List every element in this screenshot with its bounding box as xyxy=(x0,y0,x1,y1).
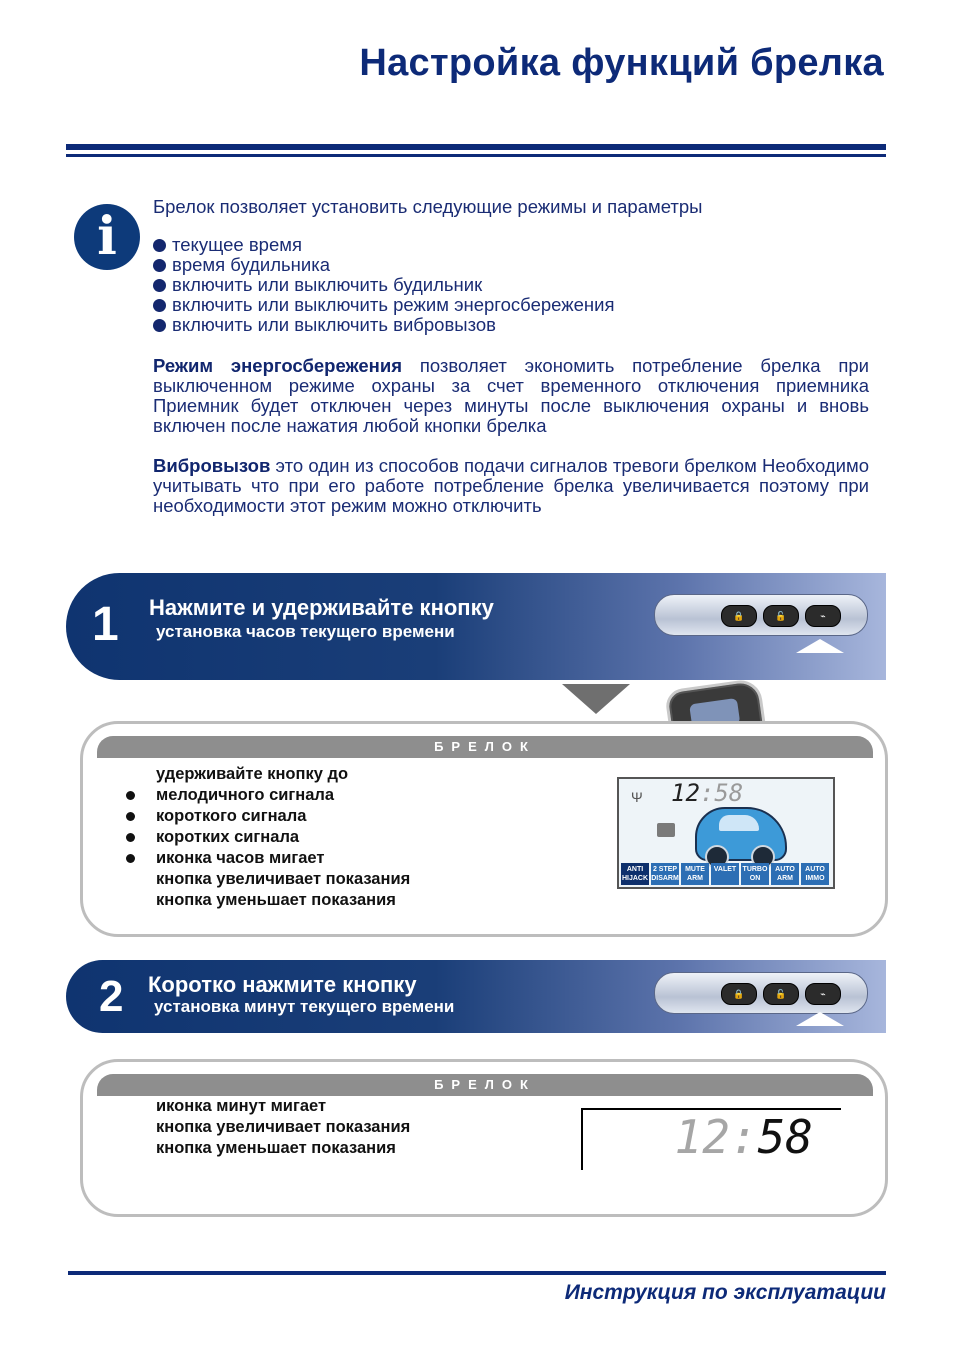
step1-banner xyxy=(66,573,886,680)
instruction-line: удерживайте кнопку до xyxy=(156,765,349,783)
list-item: включить или выключить режим энергосбережения xyxy=(153,295,614,315)
instruction-line: кнопка увеличивает показания xyxy=(156,1118,411,1136)
instruction-line: мелодичного сигнала xyxy=(156,785,410,806)
step1-number: 1 xyxy=(92,598,119,651)
list-item: время будильника xyxy=(153,255,614,275)
step1-title: Нажмите и удерживайте кнопку xyxy=(149,595,494,620)
lcd-display-minutes xyxy=(581,1108,841,1170)
info-icon: i xyxy=(74,204,140,270)
bullet-icon xyxy=(126,791,135,800)
mode-icon: ANTI HIJACK xyxy=(621,863,649,885)
step2-banner xyxy=(66,960,886,1033)
instruction-line: кнопка уменьшает показания xyxy=(156,891,396,909)
power-save-text: позволяет экономить потребление брелка при выключенном режиме охраны за счет временного отключения приемника Приемник будет отключен через минуты после выключения охраны и вновь включен после нажатия любой кнопки брелка xyxy=(153,355,869,436)
antenna-icon: Ψ xyxy=(631,789,643,805)
instruction-line: кнопка уменьшает показания xyxy=(156,1139,396,1157)
arrow-up-icon xyxy=(796,639,844,653)
vibro-paragraph xyxy=(153,456,869,516)
power-save-paragraph xyxy=(153,356,869,436)
step2-number: 2 xyxy=(99,972,124,1021)
arrow-down-icon xyxy=(562,684,630,714)
keyfob-icon: 🔒 🔓 ⌁ xyxy=(654,594,868,636)
instruction-line: иконка часов мигает xyxy=(156,848,410,869)
lcd-clock: 12:58 xyxy=(674,1110,813,1164)
mode-icons xyxy=(621,863,829,885)
bullet-icon xyxy=(126,812,135,821)
list-item: текущее время xyxy=(153,235,614,255)
bullet-icon xyxy=(153,299,166,312)
lcd-display xyxy=(617,777,835,889)
mode-icon: MUTE ARM xyxy=(681,863,709,885)
feature-list xyxy=(153,235,614,335)
mode-icon: VALET xyxy=(711,863,739,885)
mode-icon: AUTO ARM xyxy=(771,863,799,885)
panel-header: БРЕЛОК xyxy=(97,1074,873,1096)
bullet-icon xyxy=(153,259,166,272)
arrow-up-icon xyxy=(796,1012,844,1026)
bullet-icon xyxy=(153,279,166,292)
bullet-icon xyxy=(153,239,166,252)
bullet-icon xyxy=(153,319,166,332)
keyfob-icon: 🔒 🔓 ⌁ xyxy=(654,972,868,1014)
step2-instructions xyxy=(156,1096,410,1159)
instruction-line: иконка минут мигает xyxy=(156,1097,327,1115)
list-item: включить или выключить вибровызов xyxy=(153,315,614,335)
mode-icon: 2 STEP DISARM xyxy=(651,863,679,885)
instruction-line: короткого сигнала xyxy=(156,806,410,827)
list-item: включить или выключить будильник xyxy=(153,275,614,295)
vibro-text: это один из способов подачи сигналов тревоги брелком Необходимо учитывать что при его работе потребление брелка увеличивается поэтому при необходимости этот режим можно отключить xyxy=(153,455,869,516)
mode-icon: TURBO ON xyxy=(741,863,769,885)
instruction-line: кнопка увеличивает показания xyxy=(156,870,411,888)
step2-subtitle: установка минут текущего времени xyxy=(154,997,455,1016)
mode-icon: AUTO IMMO xyxy=(801,863,829,885)
panel-header: БРЕЛОК xyxy=(97,736,873,758)
lock-icon xyxy=(657,823,675,837)
bullet-icon xyxy=(126,833,135,842)
bullet-icon xyxy=(126,854,135,863)
footer-divider xyxy=(68,1271,886,1275)
title-divider-thin xyxy=(66,154,886,157)
title-divider xyxy=(66,144,886,150)
lcd-clock: 12:58 xyxy=(671,779,744,807)
power-save-term: Режим энергосбережения xyxy=(153,355,403,376)
intro-text: Брелок позволяет установить следующие режимы и параметры xyxy=(153,196,703,217)
step1-subtitle: установка часов текущего времени xyxy=(156,622,455,641)
instruction-line: коротких сигнала xyxy=(156,827,410,848)
vibro-term: Вибровызов xyxy=(153,455,271,476)
step1-instructions xyxy=(156,764,410,911)
step2-title: Коротко нажмите кнопку xyxy=(148,972,417,997)
footer-text: Инструкция по эксплуатации xyxy=(564,1281,886,1304)
page-title: Настройка функций брелка xyxy=(359,42,884,84)
car-icon xyxy=(695,807,787,861)
